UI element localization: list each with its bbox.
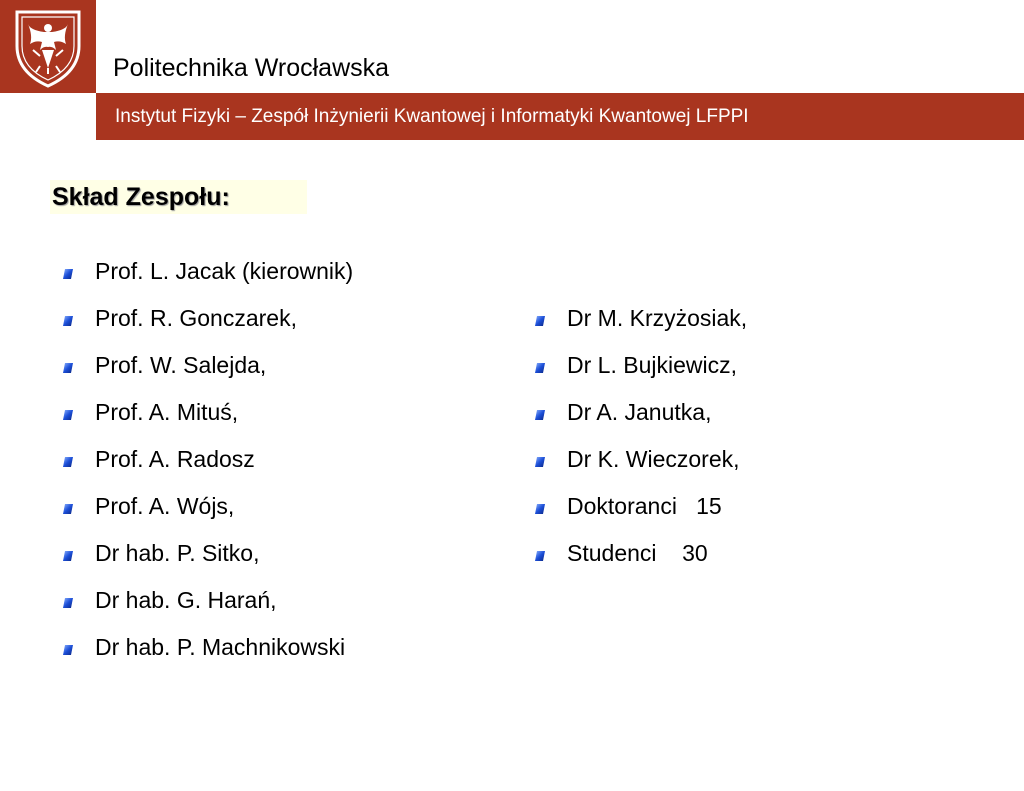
blue-square-bullet-icon: [62, 456, 74, 468]
section-title: Skład Zespołu:: [52, 183, 230, 211]
blue-square-bullet-icon: [62, 315, 74, 327]
blue-square-bullet-icon: [62, 550, 74, 562]
member-name: Prof. R. Gonczarek,: [95, 305, 297, 331]
member-name: Dr L. Bujkiewicz,: [567, 352, 737, 378]
member-name: Prof. A. Wójs,: [95, 493, 235, 519]
blue-square-bullet-icon: [62, 362, 74, 374]
university-logo: [0, 0, 96, 93]
blue-square-bullet-icon: [534, 503, 546, 515]
blue-square-bullet-icon: [534, 550, 546, 562]
blue-square-bullet-icon: [62, 268, 74, 280]
blue-square-bullet-icon: [534, 362, 546, 374]
member-name: Dr hab. G. Harań,: [95, 587, 277, 613]
blue-square-bullet-icon: [62, 644, 74, 656]
blue-square-bullet-icon: [62, 409, 74, 421]
member-name: Prof. W. Salejda,: [95, 352, 267, 378]
member-name: Doktoranci 15: [567, 493, 722, 519]
blue-square-bullet-icon: [534, 456, 546, 468]
blue-square-bullet-icon: [62, 503, 74, 515]
member-name: Dr K. Wieczorek,: [567, 446, 740, 472]
member-name: Studenci 30: [567, 540, 708, 566]
member-name: Prof. A. Radosz: [95, 446, 255, 472]
member-name: Prof. A. Mituś,: [95, 399, 239, 425]
member-name: Dr hab. P. Sitko,: [95, 540, 260, 566]
blue-square-bullet-icon: [62, 597, 74, 609]
eagle-shield-icon: [0, 0, 96, 93]
blue-square-bullet-icon: [534, 409, 546, 421]
member-name: Dr A. Janutka,: [567, 399, 712, 425]
member-name: Dr M. Krzyżosiak,: [567, 305, 748, 331]
institute-banner: [96, 93, 1024, 140]
member-name: Dr hab. P. Machnikowski: [95, 634, 346, 660]
member-name: Prof. L. Jacak (kierownik): [95, 258, 354, 284]
university-name: Politechnika Wrocławska: [113, 54, 390, 82]
institute-name: Instytut Fizyki – Zespół Inżynierii Kwantowej i Informatyki Kwantowej LFPPI: [115, 106, 749, 127]
blue-square-bullet-icon: [534, 315, 546, 327]
section-title-box: [50, 180, 307, 214]
